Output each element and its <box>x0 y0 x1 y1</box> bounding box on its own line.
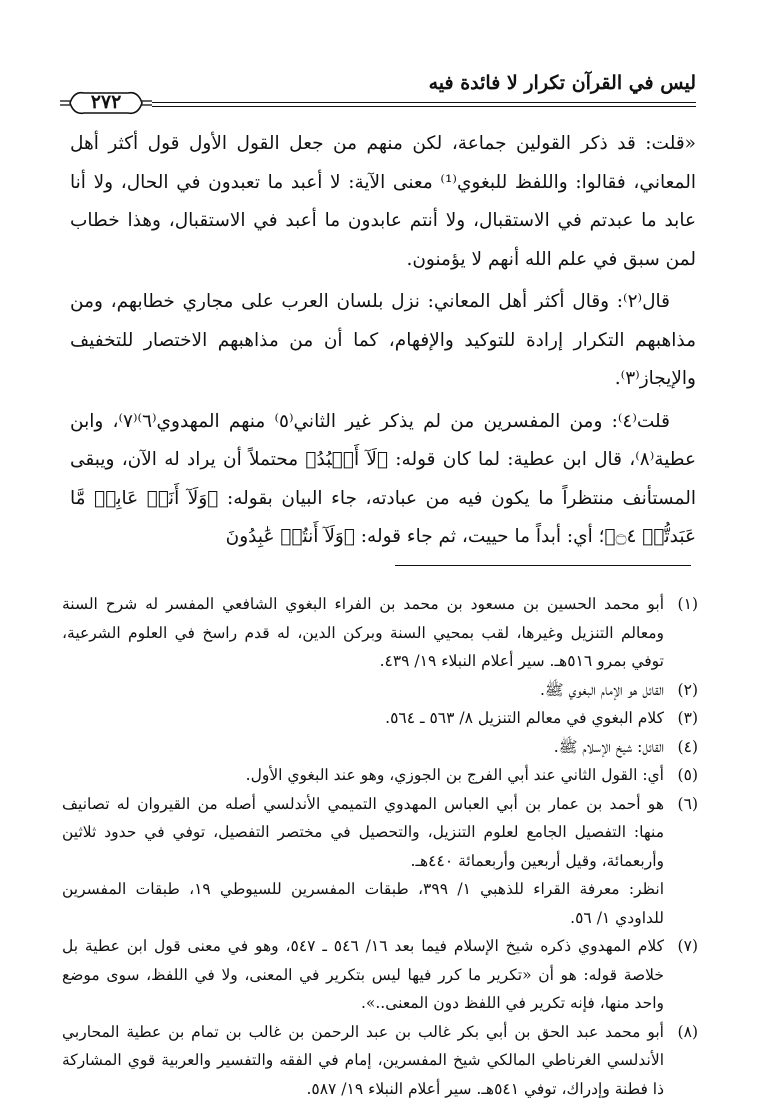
footnote-text: كلام البغوي في معالم التنزيل ٨/ ٥٦٣ ـ ٥٦٤. <box>385 709 664 727</box>
footnote-number: (٥) <box>677 766 698 784</box>
footnote-number: (٨) <box>677 1022 698 1041</box>
page-number-ornament <box>60 88 152 118</box>
header-rule-bottom <box>152 106 696 107</box>
footnote-text: أبو محمد الحسين بن مسعود بن محمد بن الفراء البغوي الشافعي المفسر له شرح السنة ومعالم التنزيل وغيرها، لقب بمحيي السنة وبركن الدين، له قدم راسخ في العلوم الشرعية، توفي بمرو ٥١٦هـ. سير أعلام النبلاء ١٩/ ٤٣٩. <box>62 595 664 670</box>
footnote-5 <box>62 761 698 790</box>
footnote-text: هو أحمد بن عمار بن أبي العباس المهدوي التميمي الأندلسي أصله من القيروان له تصانيف منها: التفصيل الجامع لعلوم التنزيل، والتحصيل في مختصر التفصيل، توفي في حدود ثلاثين وأربعمائة، وقيل أربعين وأربعمائة ٤٤٠هـ. <box>62 794 664 870</box>
footnote-number: (١) <box>677 595 698 613</box>
footnote-7 <box>62 932 698 1018</box>
footnote-number: (٦) <box>677 794 698 813</box>
footnote-number: (٢) <box>677 680 698 699</box>
paragraph-qultu: قلت⁽٤⁾: ومن المفسرين من لم يذكر غير الثاني⁽٥⁾ منهم المهدوي⁽٦⁾⁽٧⁾، وابن عطية⁽٨⁾، قال ابن عطية: لما كان قوله: ﴿لَآ أَعۡبُدُ﴾ محتملاً أن يراد له الآن، ويبقى المستأنف منتظراً ما يكون فيه من عبادته، جاء البيان بقوله: ﴿وَلَآ أَنَا۠ عَابِدٞ مَّا عَبَدتُّمۡ ۝٤﴾؛ أي: أبداً ما حييت، ثم جاء قوله: ﴿وَلَآ أَنتُمۡ عَٰبِدُونَ <box>70 410 696 547</box>
footnote-3 <box>62 704 698 733</box>
footnotes <box>62 590 698 1103</box>
paragraph-qala: قال⁽٢⁾: وقال أكثر أهل المعاني: نزل بلسان العرب على مجاري خطابهم، ومن مذاهبهم التكرار إرادة للتوكيد والإفهام، كما أن من مذاهبهم الاختصار للتخفيف والإيجاز⁽٣⁾. <box>70 291 696 389</box>
running-title: ليس في القرآن تكرار لا فائدة فيه <box>428 72 696 94</box>
footnote-text: أبو محمد عبد الحق بن أبي بكر غالب بن عبد الرحمن بن غالب بن تمام بن عطية المحاربي الأندلسي الغرناطي المالكي شيخ المفسرين، إمام في الفقه والتفسير والعربية قوي المشاركة ذا فطنة وإدراك، توفي ٥٤١هـ. سير أعلام النبلاء ١٩/ ٥٨٧. <box>62 1022 664 1098</box>
footnote-4 <box>62 733 698 762</box>
footnote-text: كلام المهدوي ذكره شيخ الإسلام فيما بعد ١٦/ ٥٤٦ ـ ٥٤٧، وهو في معنى قول ابن عطية بل خلاصة قوله: هو أن «تكرير ما كرر فيها ليس بتكرير في المعنى، ولا في اللفظ، سوى موضع واحد منها، فإنه تكرير في اللفظ دون المعنى..». <box>62 937 664 1012</box>
footnote-2 <box>62 676 698 705</box>
paragraph-quote: «قلت: قد ذكر القولين جماعة، لكن منهم من جعل القول الأول قول أكثر أهل المعاني، فقالوا: واللفظ للبغوي⁽¹⁾ معنى الآية: لا أعبد ما تعبدون في الحال، ولا أنا عابد ما عبدتم في الاستقبال، ولا أنتم عابدون ما أعبد في الاستقبال، وهذا خطاب لمن سبق في علم الله أنهم لا يؤمنون. <box>70 133 696 270</box>
page-header <box>60 66 696 113</box>
header-rule-top <box>152 102 696 103</box>
footnote-number: (٤) <box>677 737 698 756</box>
page-number: ٢٧٢ <box>90 91 122 113</box>
footnote-6 <box>62 790 698 876</box>
footnote-1 <box>62 590 698 676</box>
footnote-text: القائل: شيخ الإسلام ﷺ. <box>553 737 664 756</box>
footnote-number: (٧) <box>677 937 698 955</box>
footnote-8 <box>62 1018 698 1104</box>
footnote-6-references: انظر: معرفة القراء للذهبي ١/ ٣٩٩، طبقات المفسرين للسيوطي ١٩، طبقات المفسرين للداودي ١/ ٥٦. <box>62 880 665 927</box>
footnote-separator <box>395 565 691 566</box>
footnote-text: القائل هو الإمام البغوي ﷺ. <box>540 680 664 699</box>
footnote-number: (٣) <box>677 709 698 727</box>
main-text <box>70 125 696 557</box>
footnote-text: أي: القول الثاني عند أبي الفرج بن الجوزي، وهو عند البغوي الأول. <box>245 766 664 784</box>
